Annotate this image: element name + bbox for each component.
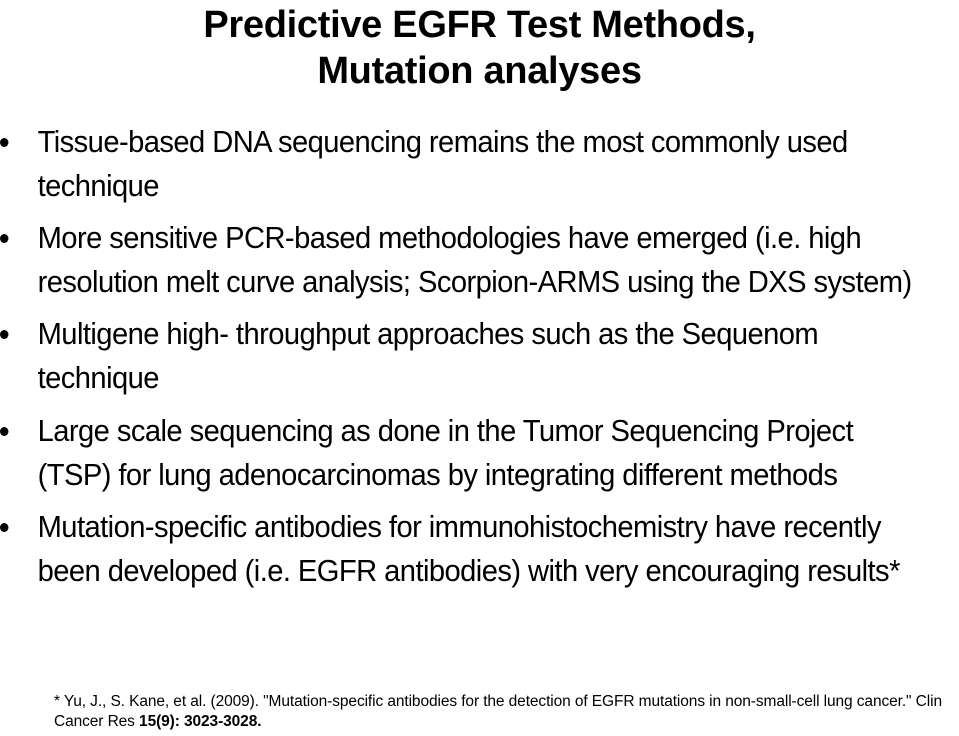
title-line-1: Predictive EGFR Test Methods, (203, 4, 756, 46)
bullet-item (0, 216, 926, 304)
bullet-text: Multigene high- throughput approaches such as the Sequenom technique (37, 316, 819, 395)
bullet-item (0, 505, 926, 593)
bullet-text: Tissue-based DNA sequencing remains the most commonly used technique (37, 124, 848, 203)
bullet-list (0, 120, 959, 593)
bullet-dot-icon (0, 330, 8, 339)
bullet-text: More sensitive PCR-based methodologies have emerged (i.e. high resolution melt curve analysis; Scorpion-ARMS using the DXS system) (37, 220, 912, 299)
bullet-dot-icon (0, 523, 8, 532)
bullet-dot-icon (0, 427, 8, 436)
footnote-text: * Yu, J., S. Kane, et al. (2009). "Mutation-specific antibodies for the detection of EGFR mutations in non-small-cell lung cancer." Clin Cancer Res (54, 693, 942, 730)
footnote-citation (54, 692, 954, 732)
footnote-bold-reference: 15(9): 3023-3028. (139, 713, 262, 730)
bullet-item (0, 312, 926, 400)
bullet-text: Mutation-specific antibodies for immunohistochemistry have recently been developed (i.e. EGFR antibodies) with very encouraging results* (37, 509, 900, 588)
bullet-item (0, 409, 926, 497)
slide-title (0, 0, 959, 94)
bullet-dot-icon (0, 234, 8, 243)
bullet-text: Large scale sequencing as done in the Tumor Sequencing Project (TSP) for lung adenocarcinomas by integrating different methods (37, 413, 854, 492)
bullet-item (0, 120, 926, 208)
title-line-2: Mutation analyses (317, 50, 642, 92)
bullet-dot-icon (0, 138, 8, 147)
